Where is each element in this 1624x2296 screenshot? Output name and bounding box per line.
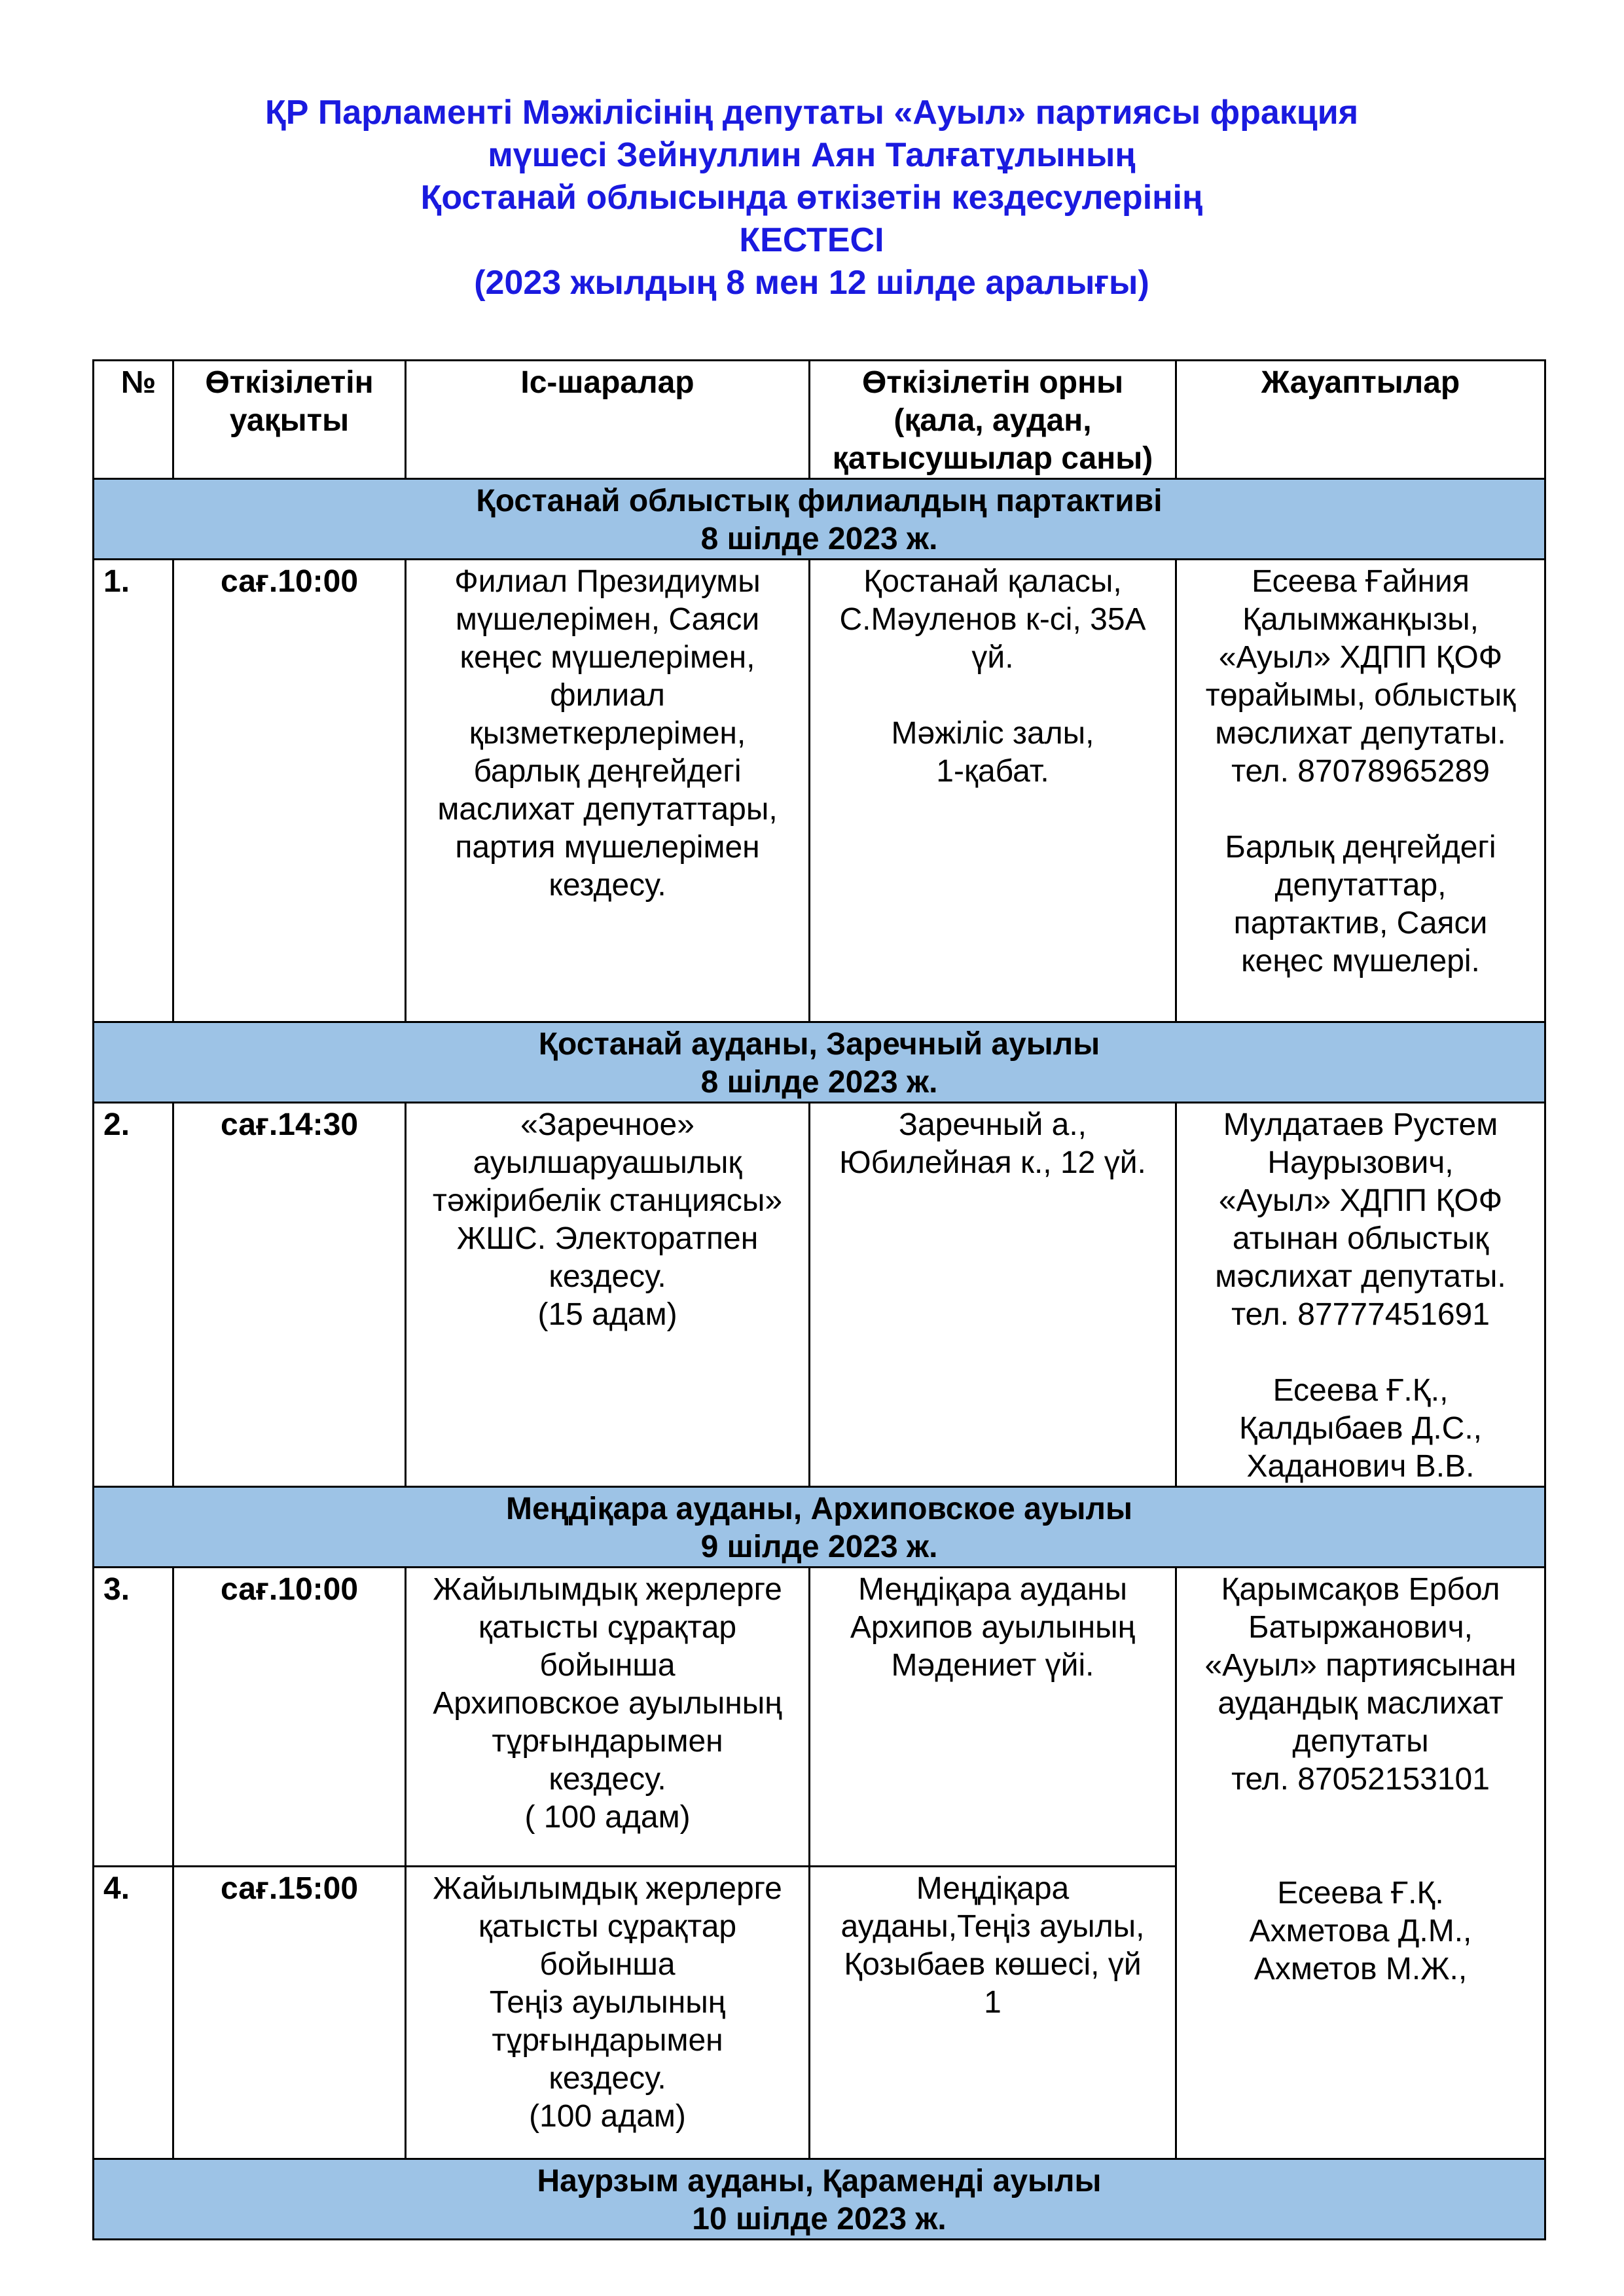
- title-line: ҚР Парламенті Мәжілісінің депутаты «Ауыл» партиясы фракция: [264, 94, 1359, 132]
- header-time: Өткізілетін уақыты: [173, 361, 406, 479]
- row-place: Заречный а., Юбилейная к., 12 үй.: [810, 1103, 1176, 1487]
- section-date: 8 шілде 2023 ж.: [700, 522, 938, 556]
- header-row: [94, 361, 1545, 479]
- section-title: Қостанай ауданы, Заречный ауылы: [538, 1027, 1100, 1062]
- section-row: [94, 1487, 1545, 1568]
- header-place: Өткізілетін орны (қала, аудан, қатысушылар саны): [810, 361, 1176, 479]
- row-num: 1.: [94, 560, 173, 1022]
- header-events: Іс-шаралар: [406, 361, 810, 479]
- section-date: 9 шілде 2023 ж.: [700, 1530, 938, 1564]
- title-line: мүшесі Зейнуллин Аян Талғатұлының: [488, 136, 1136, 174]
- row-place: Қостанай қаласы, С.Мәуленов к-сі, 35А үй. Мәжіліс залы, 1-қабат.: [810, 560, 1176, 1022]
- section-date: 10 шілде 2023 ж.: [692, 2202, 947, 2236]
- section-title: Наурзым ауданы, Қараменді ауылы: [537, 2164, 1102, 2198]
- row-time: сағ.10:00: [173, 1568, 406, 1867]
- header-responsible: Жауаптылар: [1176, 361, 1545, 479]
- section-row: [94, 2159, 1545, 2240]
- table-row: [94, 1103, 1545, 1487]
- section-row: [94, 479, 1545, 560]
- row-place: Меңдіқара ауданы,Теңіз ауылы, Қозыбаев көшесі, үй 1: [810, 1867, 1176, 2159]
- row-place: Меңдіқара ауданы Архипов ауылының Мәдениет үйі.: [810, 1568, 1176, 1867]
- row-events: Жайылымдық жерлерге қатысты сұрақтар бойынша Архиповское ауылының тұрғындарымен кездесу. ( 100 адам): [406, 1568, 810, 1867]
- row-events: Филиал Президиумы мүшелерімен, Саяси кеңес мүшелерімен, филиал қызметкерлерімен, барлық деңгейдегі маслихат депутаттары, партия мүшелерімен кездесу.: [406, 560, 810, 1022]
- row-time: сағ.15:00: [173, 1867, 406, 2159]
- title-line: (2023 жылдың 8 мен 12 шілде аралығы): [474, 264, 1149, 302]
- row-responsible: Мулдатаев Рустем Наурызович, «Ауыл» ХДПП ҚОФ атынан облыстық мәслихат депутаты. тел. 87777451691 Есеева Ғ.Қ., Қалдыбаев Д.С., Хаданович В.В.: [1176, 1103, 1545, 1487]
- row-num: 2.: [94, 1103, 173, 1487]
- row-num: 3.: [94, 1568, 173, 1867]
- row-num: 4.: [94, 1867, 173, 2159]
- schedule-table: [92, 359, 1546, 2240]
- title-line: КЕСТЕСІ: [739, 221, 884, 259]
- section-title: Меңдіқара ауданы, Архиповское ауылы: [505, 1492, 1133, 1526]
- row-time: сағ.14:30: [173, 1103, 406, 1487]
- row-time: сағ.10:00: [173, 560, 406, 1022]
- row-responsible: Есеева Ғайния Қалымжанқызы, «Ауыл» ХДПП ҚОФ төрайымы, облыстық мәслихат депутаты. тел. 87078965289 Барлық деңгейдегі депутаттар, партактив, Саяси кеңес мүшелері.: [1176, 560, 1545, 1022]
- row-events: «Заречное» ауылшаруашылық тәжірибелік станциясы» ЖШС. Электоратпен кездесу. (15 адам): [406, 1103, 810, 1487]
- title-line: Қостанай облысында өткізетін кездесулерінің: [420, 179, 1203, 217]
- header-num: №: [94, 361, 173, 479]
- row-responsible: Қарымсақов Ербол Батыржанович, «Ауыл» партиясынан аудандық маслихат депутаты тел. 87052153101 Есеева Ғ.Қ. Ахметова Д.М., Ахметов М.Ж.,: [1176, 1568, 1545, 2159]
- section-row: [94, 1022, 1545, 1103]
- table-row: [94, 560, 1545, 1022]
- row-events: Жайылымдық жерлерге қатысты сұрақтар бойынша Теңіз ауылының тұрғындарымен кездесу. (100 адам): [406, 1867, 810, 2159]
- table-row: [94, 1568, 1545, 1867]
- section-date: 8 шілде 2023 ж.: [700, 1065, 938, 1100]
- section-title: Қостанай облыстық филиалдың партактиві: [476, 484, 1163, 518]
- document-title: [131, 92, 1492, 304]
